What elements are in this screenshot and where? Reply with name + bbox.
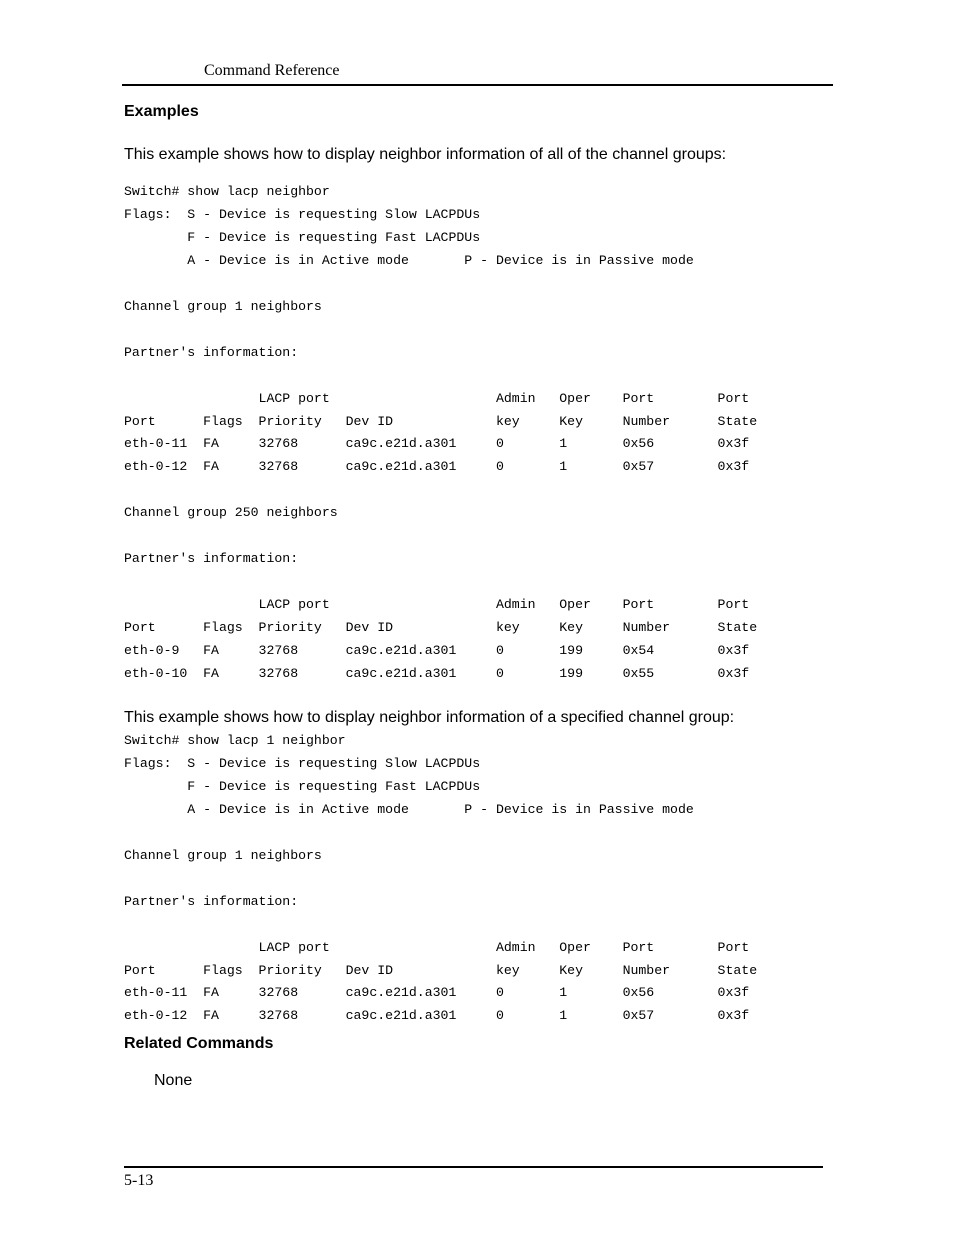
footer-rule bbox=[124, 1166, 823, 1168]
related-commands-heading: Related Commands bbox=[124, 1035, 274, 1052]
examples-heading: Examples bbox=[124, 103, 199, 120]
related-commands-text: None bbox=[154, 1072, 193, 1089]
code-block-all-groups: Switch# show lacp neighbor Flags: S - Device is requesting Slow LACPDUs F - Device is requesting Fast LACPDUs A - Device is in Active mode P - Device is in Passive mode Channel group 1 neighbors Partner's information: LACP port Admin Oper Port Port Port Flags Priority Dev ID key Key Number State eth-0-11 FA 32768 ca9c.e21d.a301 0 1 0x56 0x3f eth-0-12 FA 32768 ca9c.e21d.a301 0 1 0x57 0x3f Channel group 250 neighbors Partner's information: LACP port Admin Oper Port Port Port Flags Priority Dev ID key Key Number State eth-0-9 FA 32768 ca9c.e21d.a301 0 199 0x54 0x3f eth-0-10 FA 32768 ca9c.e21d.a301 0 199 0x55 0x3f bbox=[124, 184, 758, 682]
running-header-title: Command Reference bbox=[204, 62, 340, 79]
code-block-specified-group: Switch# show lacp 1 neighbor Flags: S - Device is requesting Slow LACPDUs F - Device is requesting Fast LACPDUs A - Device is in Active mode P - Device is in Passive mode Channel group 1 neighbors Partner's information: LACP port Admin Oper Port Port Port Flags Priority Dev ID key Key Number State eth-0-11 FA 32768 ca9c.e21d.a301 0 1 0x56 0x3f eth-0-12 FA 32768 ca9c.e21d.a301 0 1 0x57 0x3f bbox=[124, 733, 758, 1024]
intro-specified-group: This example shows how to display neighbor information of a specified channel group: bbox=[124, 709, 735, 726]
header-rule bbox=[122, 84, 833, 86]
intro-all-groups: This example shows how to display neighbor information of all of the channel groups: bbox=[124, 146, 727, 163]
page-number: 5-13 bbox=[124, 1172, 154, 1189]
